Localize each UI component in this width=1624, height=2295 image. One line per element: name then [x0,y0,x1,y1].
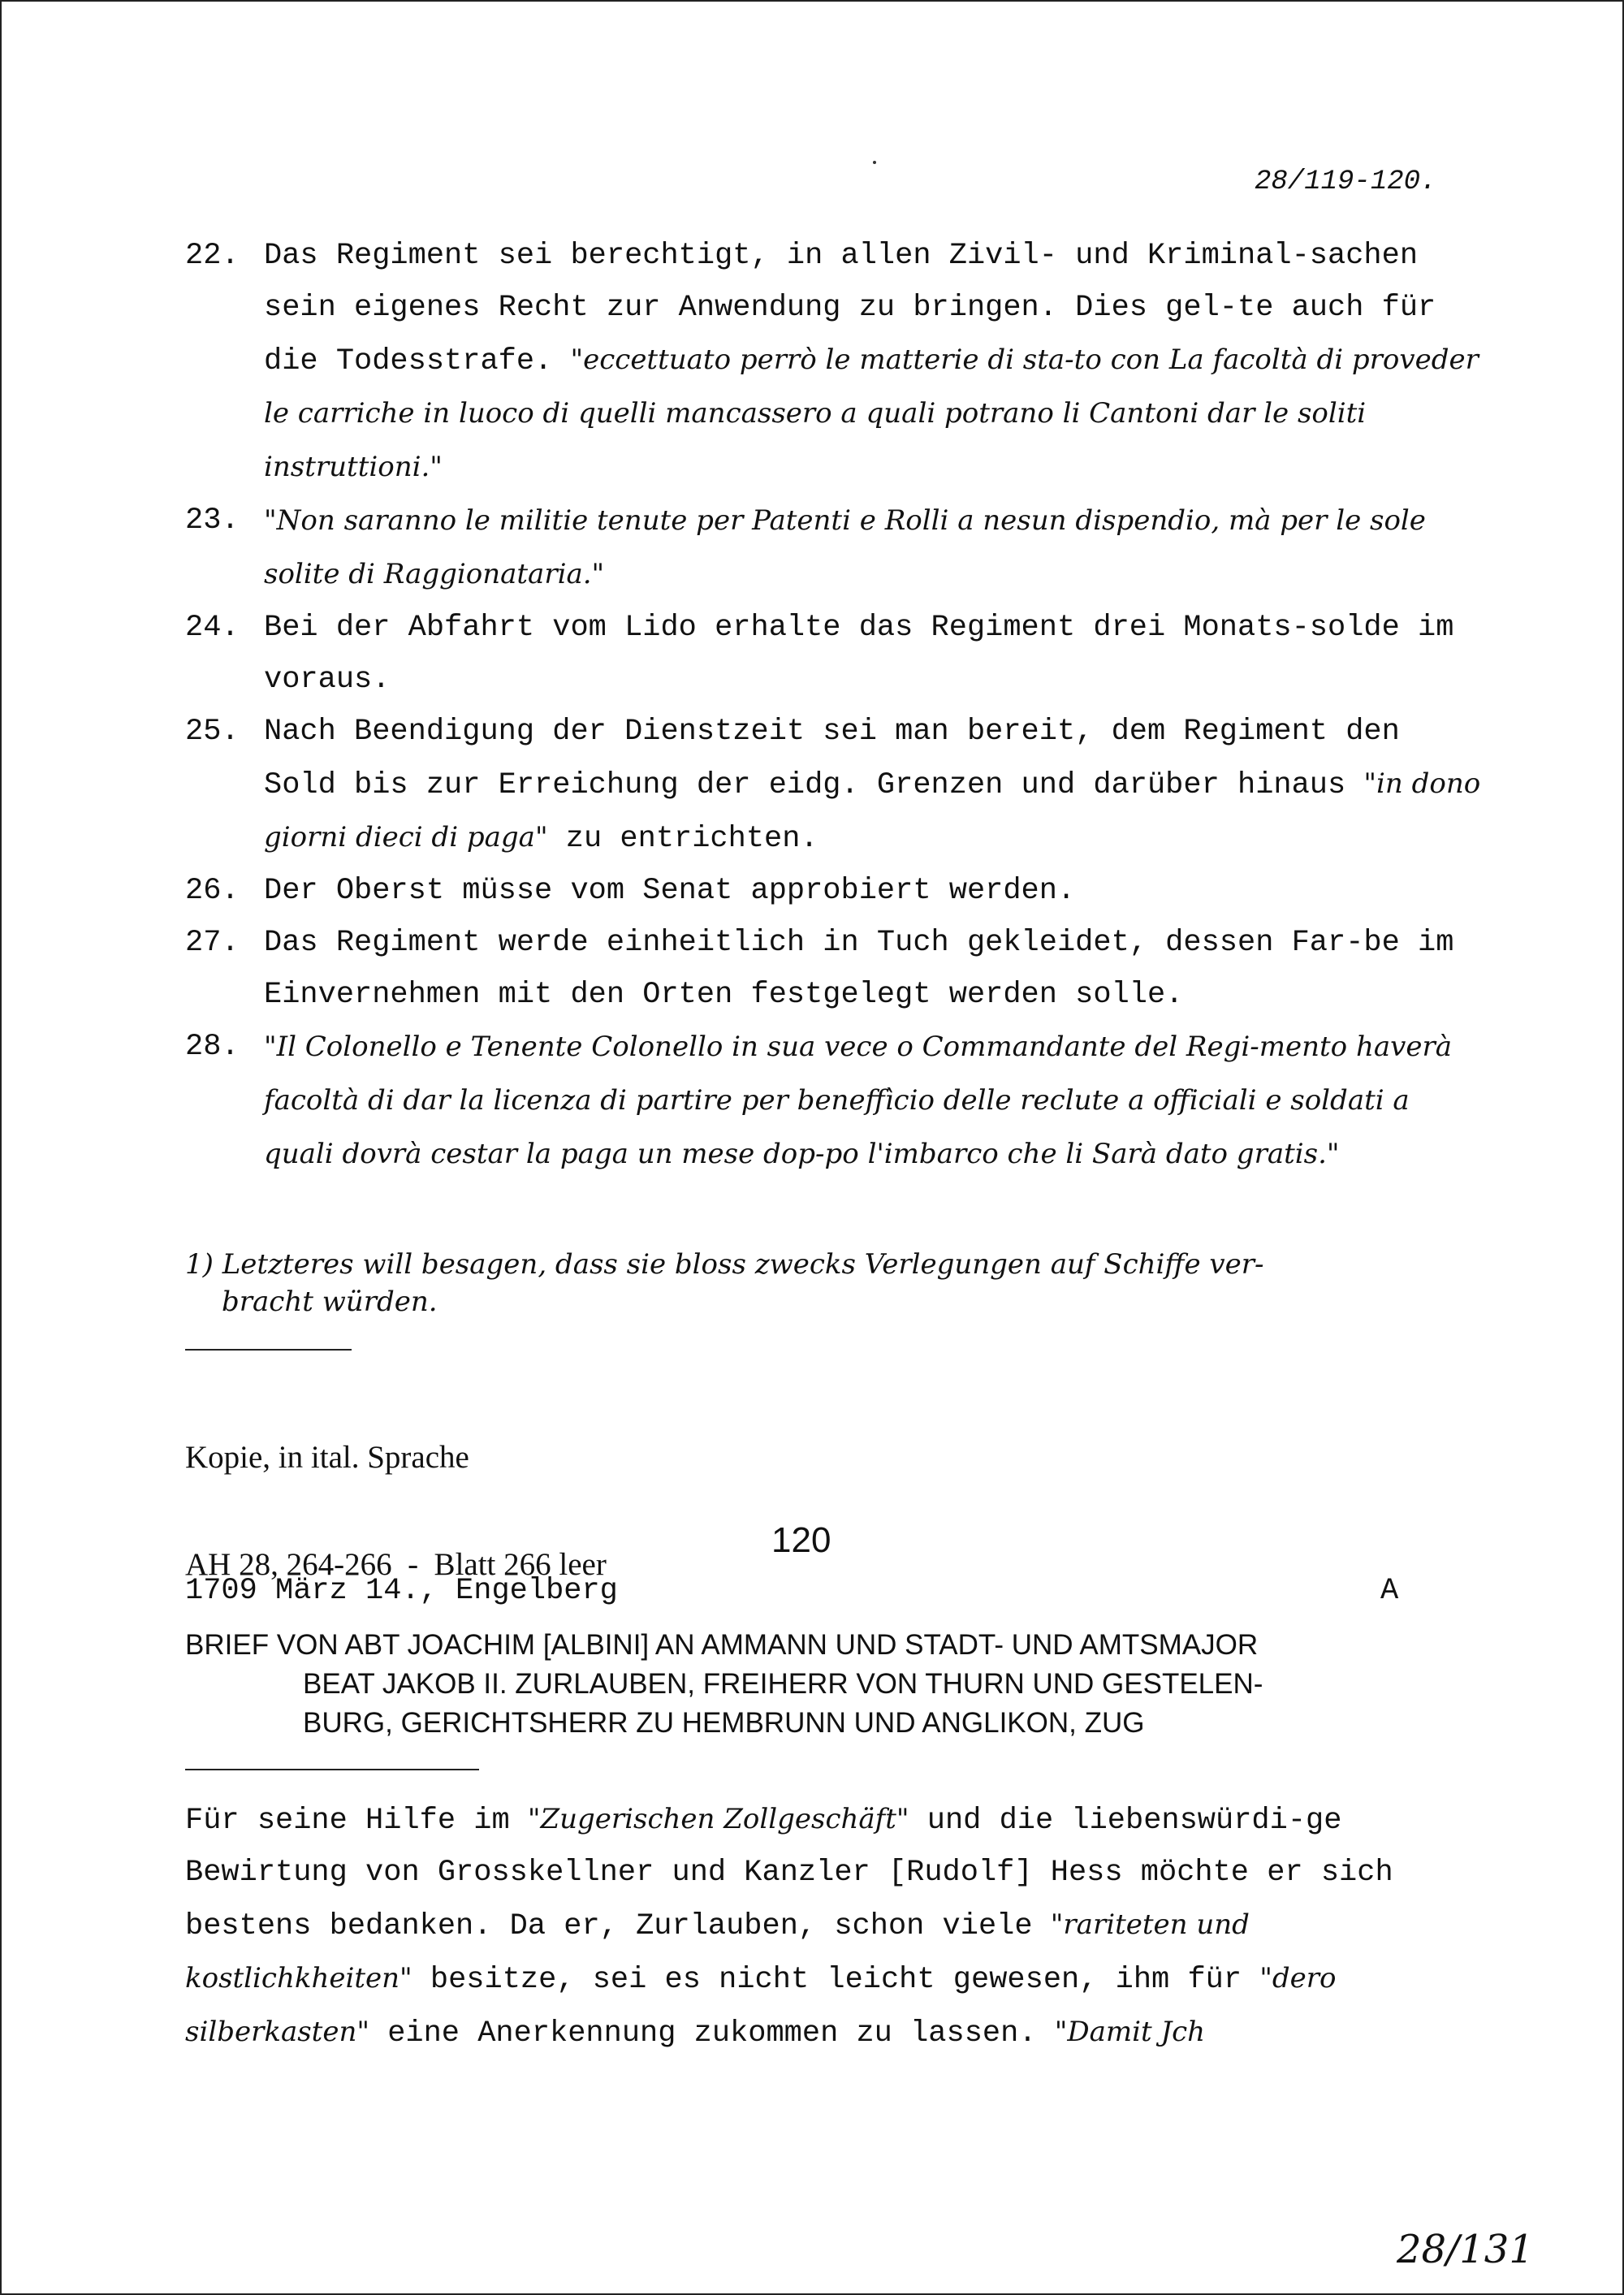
item-segment: Der Oberst müsse vom Senat approbiert werden. [264,874,1076,908]
item [185,865,1484,917]
regest-line: BRIEF VON ABT JOACHIM [ALBINI] AN AMMANN UND STADT- UND AMTSMAJOR [185,1629,1259,1661]
item-number: 24. [185,611,240,645]
source-line: AH 28, 264-266 - Blatt 266 leer [185,1547,607,1582]
footnote [185,1246,1452,1320]
regest-line: BURG, GERICHTSHERR ZU HEMBRUNN UND ANGLIKON, ZUG [303,1707,1145,1739]
body-segment: eine Anerkennung zukommen zu lassen. [369,2016,1055,2051]
archive-mark: A [1380,1574,1399,1608]
item [185,917,1484,1021]
item-segment-italic: "eccettuato perrò le matterie di sta-to con La facoltà di proveder le carriche in luoco di quelli mancassero a quali potrano li Cantoni dar le soliti instruttioni." [264,344,1479,483]
document-date-place: 1709 März 14., Engelberg [185,1574,618,1608]
item [185,706,1484,865]
source-note [185,1368,607,1654]
document-number: 120 [771,1520,831,1560]
item-segment: Das Regiment werde einheitlich in Tuch gekleidet, dessen Far-be im Einvernehmen mit den Orten festgelegt werden solle. [264,926,1454,1012]
separator-rule [185,1349,352,1351]
footnote-line: 1) Letzteres will besagen, dass sie bloss zwecks Verlegungen auf Schiffe ver- [185,1248,1264,1281]
page-reference: 28/119-120. [1255,166,1437,197]
item-number: 22. [185,239,240,273]
regest-line: BEAT JAKOB II. ZURLAUBEN, FREIHERR VON THURN UND GESTELEN- [303,1668,1263,1700]
item [185,602,1484,706]
regest-heading [185,1626,1476,1743]
body-segment-italic: "rariteten und kostlichkheiten" [185,1908,1250,1995]
footnote-line: bracht würden. [222,1286,438,1318]
body-segment: Für seine Hilfe im [185,1804,528,1838]
body-segment-italic: "Zugerischen Zollgeschäft" [527,1803,909,1835]
ink-dot [873,161,876,164]
item-segment-italic: "Il Colonello e Tenente Colonello in sua vece o Commandante del Regi-mento haverà facoltà di dar la licenza di partire per beneffìcio delle reclute a officiali e soldati a quali dovrà cestar la paga un mese dop-po l'imbarco che li Sarà dato gratis." [264,1031,1452,1170]
item-number: 26. [185,874,240,908]
item-text [264,602,1484,706]
handwritten-page-number: 28/131 [1397,2227,1534,2272]
item-text [264,495,1484,602]
item [185,230,1484,495]
item-number: 27. [185,926,240,960]
item-segment-italic: "Non saranno le militie tenute per Patenti e Rolli a nesun dispendio, mà per le sole solite di Raggionataria." [264,504,1426,590]
item-number: 25. [185,715,240,749]
item-text [264,865,1484,917]
item-text [264,706,1484,865]
numbered-items [185,230,1484,1182]
item-text [264,917,1484,1021]
item-segment: zu entrichten. [547,822,818,856]
item-text [264,230,1484,495]
body-segment: besitze, sei es nicht leicht gewesen, ihm für [412,1963,1260,1997]
separator-rule [185,1769,479,1770]
item [185,495,1484,602]
body-segment-italic: "dero silberkasten" [185,1962,1337,2048]
item [185,1021,1484,1182]
item-segment-italic: "in dono giorni dieci di paga" [264,767,1481,854]
item-number: 23. [185,504,240,538]
body-paragraph [185,1793,1476,2059]
item-segment: Bei der Abfahrt vom Lido erhalte das Regiment drei Monats-solde im voraus. [264,611,1454,697]
body-segment: und die liebenswürdi-ge Bewirtung von Grosskellner und Kanzler [Rudolf] Hess möchte er sich bestens bedanken. Da er, Zurlauben, schon viele [185,1804,1393,1943]
body-segment-italic: "Damit Jch [1054,2016,1206,2048]
source-line: Kopie, in ital. Sprache [185,1440,469,1475]
item-segment: Nach Beendigung der Dienstzeit sei man bereit, dem Regiment den Sold bis zur Erreichung der eidg. Grenzen und darüber hinaus [264,715,1400,802]
item-segment: Das Regiment sei berechtigt, in allen Zivil- und Kriminal-sachen sein eigenes Recht zur Anwendung zu bringen. Dies gel-te auch für die Todesstrafe. [264,239,1436,378]
item-number: 28. [185,1030,240,1064]
item-text [264,1021,1484,1182]
